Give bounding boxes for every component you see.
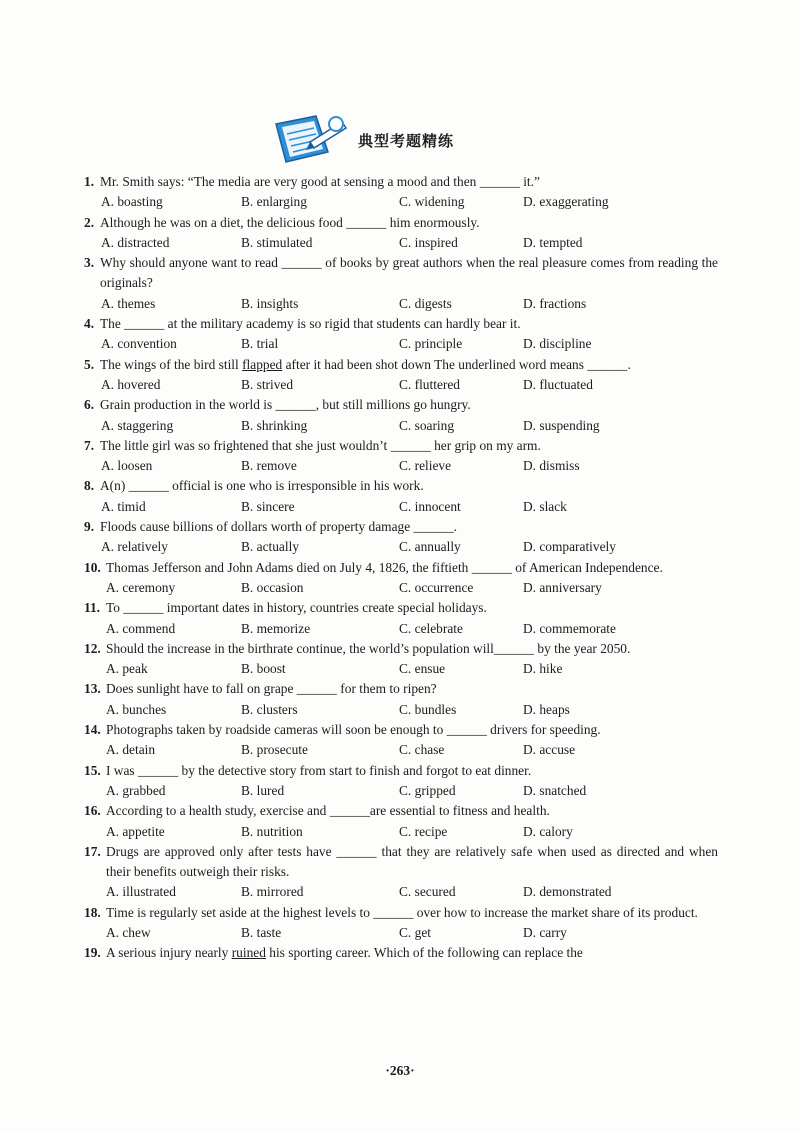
answer-option: A. illustrated [106,884,176,900]
question-14 [84,720,718,740]
page-number: ·263· [385,1063,415,1078]
answer-option: D. dismiss [523,458,580,474]
question-7 [84,436,718,456]
question-list [84,172,718,964]
question-text [100,253,718,294]
question-text-segment: Drugs are approved only after tests have ______ that they are relatively safe when used as directed and when their benefits outweigh their risks. [106,843,718,880]
question-text [106,639,718,659]
answer-option: A. staggering [101,417,174,433]
answer-option: A. commend [106,620,176,636]
question-text [106,679,718,699]
answer-option: D. carry [523,924,567,940]
answer-option: A. appetite [106,823,165,839]
question-text [100,172,718,192]
question-text-segment: Grain production in the world is ______, but still millions go hungry. [100,397,471,413]
answer-option: B. clusters [241,701,298,717]
answer-option: B. actually [241,539,300,555]
answer-option: D. anniversary [523,579,602,595]
question-text-segment: I was ______ by the detective story from start to finish and forgot to eat dinner. [106,762,532,778]
answer-option: B. enlarging [241,194,307,210]
underlined-word: flapped [242,356,283,372]
question-text [106,801,718,821]
answer-option: D. discipline [523,336,592,352]
answer-options [84,619,718,639]
question-9 [84,517,718,537]
question-number: 3. [84,255,95,271]
question-number: 16. [84,803,101,819]
answer-option: A. themes [101,295,156,311]
answer-option: A. distracted [101,234,170,250]
question-text-segment: after it had been shot down The underlined word means ______. [282,356,631,372]
question-text-segment: A serious injury nearly [106,945,232,961]
answer-option: C. ensue [399,661,446,677]
question-text-segment: The wings of the bird still [100,356,243,372]
question-text-segment: Why should anyone want to read ______ of books by great authors when the real pleasure comes from reading the originals? [100,255,718,291]
answer-option: D. hike [523,661,563,677]
question-number: 12. [84,640,101,656]
question-number: 14. [84,722,101,738]
answer-options [84,456,718,476]
section-title: 典型考题精练 [358,132,455,150]
answer-option: A. grabbed [106,782,166,798]
question-text [106,598,718,618]
question-1 [84,172,718,192]
answer-option: B. stimulated [241,234,313,250]
question-text [106,842,718,883]
answer-options [84,659,718,679]
answer-option: B. insights [241,295,299,311]
question-8 [84,476,718,496]
question-2 [84,213,718,233]
question-text-segment: To ______ important dates in history, countries create special holidays. [106,600,487,616]
answer-option: D. accuse [523,742,576,758]
answer-option: A. peak [106,661,148,677]
answer-options [84,781,718,801]
answer-option: C. recipe [399,823,448,839]
question-text [106,761,718,781]
answer-option: A. bunches [106,701,167,717]
answer-option: B. memorize [241,620,311,636]
pen-notebook-icon [270,112,350,166]
answer-option: B. sincere [241,498,295,514]
question-text-segment: Time is regularly set aside at the highest levels to ______ over how to increase the market share of its product. [106,904,698,920]
answer-option: D. fractions [523,295,587,311]
question-number: 7. [84,437,95,453]
question-text-segment: Although he was on a diet, the delicious food ______ him enormously. [100,214,480,230]
answer-option: A. detain [106,742,156,758]
question-text-segment: Does sunlight have to fall on grape ______ for them to ripen? [106,681,437,697]
question-16 [84,801,718,821]
answer-option: C. innocent [399,498,461,514]
answer-option: B. shrinking [241,417,308,433]
question-number: 11. [84,600,100,616]
answer-option: D. comparatively [523,539,616,555]
answer-options [84,578,718,598]
question-number: 18. [84,904,101,920]
answer-option: A. timid [101,498,146,514]
answer-option: C. soaring [399,417,455,433]
answer-option: D. commemorate [523,620,616,636]
question-text [106,558,718,578]
question-text [100,355,718,375]
question-17 [84,842,718,883]
question-12 [84,639,718,659]
question-3 [84,253,718,294]
answer-option: C. occurrence [399,579,474,595]
answer-option: D. exaggerating [523,194,609,210]
answer-options [84,294,718,314]
question-number: 1. [84,174,95,189]
question-4 [84,314,718,334]
answer-option: D. snatched [523,782,587,798]
answer-option: B. trial [241,336,279,352]
answer-option: D. tempted [523,234,583,250]
underlined-word: ruined [231,945,266,961]
section-header [270,112,530,166]
question-text-segment: A(n) ______ official is one who is irresponsible in his work. [100,478,424,494]
question-10 [84,558,718,578]
answer-option: B. occasion [241,579,304,595]
answer-option: C. gripped [399,782,456,798]
answer-option: A. chew [106,924,151,940]
answer-option: D. fluctuated [523,376,593,392]
question-number: 10. [84,559,101,575]
answer-option: A. boasting [101,194,163,210]
answer-option: C. principle [399,336,463,352]
answer-option: A. hovered [101,376,161,392]
answer-option: D. demonstrated [523,884,612,900]
answer-option: C. get [399,924,431,940]
question-text [100,213,718,233]
answer-option: A. relatively [101,539,168,555]
question-text-segment: The little girl was so frightened that she just wouldn’t ______ her grip on my arm. [100,437,541,453]
question-text-segment: his sporting career. Which of the following can replace the [265,945,583,961]
answer-options [84,334,718,354]
answer-option: C. inspired [399,234,458,250]
answer-option: B. mirrored [241,884,304,900]
question-text [100,476,718,496]
question-11 [84,598,718,618]
answer-options [84,700,718,720]
question-number: 19. [84,945,101,961]
question-text-segment: Mr. Smith says: “The media are very good at sensing a mood and then ______ it.” [100,174,540,189]
answer-options [84,192,718,212]
answer-option: B. taste [241,924,282,940]
answer-options [84,497,718,517]
question-13 [84,679,718,699]
answer-option: C. digests [399,295,452,311]
question-6 [84,395,718,415]
question-19 [84,943,718,963]
answer-option: A. ceremony [106,579,176,595]
answer-option: B. prosecute [241,742,308,758]
answer-option: B. nutrition [241,823,303,839]
question-number: 8. [84,478,95,494]
answer-options [84,537,718,557]
question-18 [84,903,718,923]
question-number: 15. [84,762,101,778]
question-number: 5. [84,356,95,372]
answer-options [84,233,718,253]
answer-options [84,882,718,902]
answer-option: A. convention [101,336,177,352]
answer-options [84,416,718,436]
answer-options [84,923,718,943]
answer-option: B. boost [241,661,286,677]
answer-option: C. annually [399,539,461,555]
answer-option: C. chase [399,742,445,758]
question-text [100,314,718,334]
question-text [106,943,718,963]
answer-option: C. widening [399,194,465,210]
answer-option: C. secured [399,884,456,900]
answer-option: B. strived [241,376,294,392]
question-text [100,517,718,537]
question-15 [84,761,718,781]
question-text-segment: According to a health study, exercise and ______are essential to fitness and health. [106,803,550,819]
question-number: 4. [84,316,95,332]
answer-option: B. lured [241,782,285,798]
question-number: 17. [84,843,101,859]
answer-option: D. suspending [523,417,600,433]
answer-option: A. loosen [101,458,153,474]
answer-options [84,375,718,395]
question-text-segment: Photographs taken by roadside cameras will soon be enough to ______ drivers for speeding. [106,722,601,738]
question-text-segment: The ______ at the military academy is so rigid that students can hardly bear it. [100,316,521,332]
answer-options [84,822,718,842]
question-text-segment: Thomas Jefferson and John Adams died on July 4, 1826, the fiftieth ______ of American Independence. [106,559,663,575]
question-number: 6. [84,397,95,413]
question-number: 2. [84,214,95,230]
question-number: 13. [84,681,101,697]
answer-option: B. remove [241,458,297,474]
answer-option: C. fluttered [399,376,460,392]
question-text [100,436,718,456]
answer-option: C. celebrate [399,620,463,636]
question-text-segment: Should the increase in the birthrate continue, the world’s population will______ by the year 2050. [106,640,631,656]
question-text [106,720,718,740]
question-number: 9. [84,519,95,535]
answer-option: D. slack [523,498,567,514]
answer-option: C. relieve [399,458,452,474]
question-text [100,395,718,415]
answer-options [84,740,718,760]
answer-option: D. calory [523,823,573,839]
answer-option: D. heaps [523,701,570,717]
question-5 [84,355,718,375]
question-text [106,903,718,923]
question-text-segment: Floods cause billions of dollars worth of property damage ______. [100,519,458,535]
answer-option: C. bundles [399,701,457,717]
